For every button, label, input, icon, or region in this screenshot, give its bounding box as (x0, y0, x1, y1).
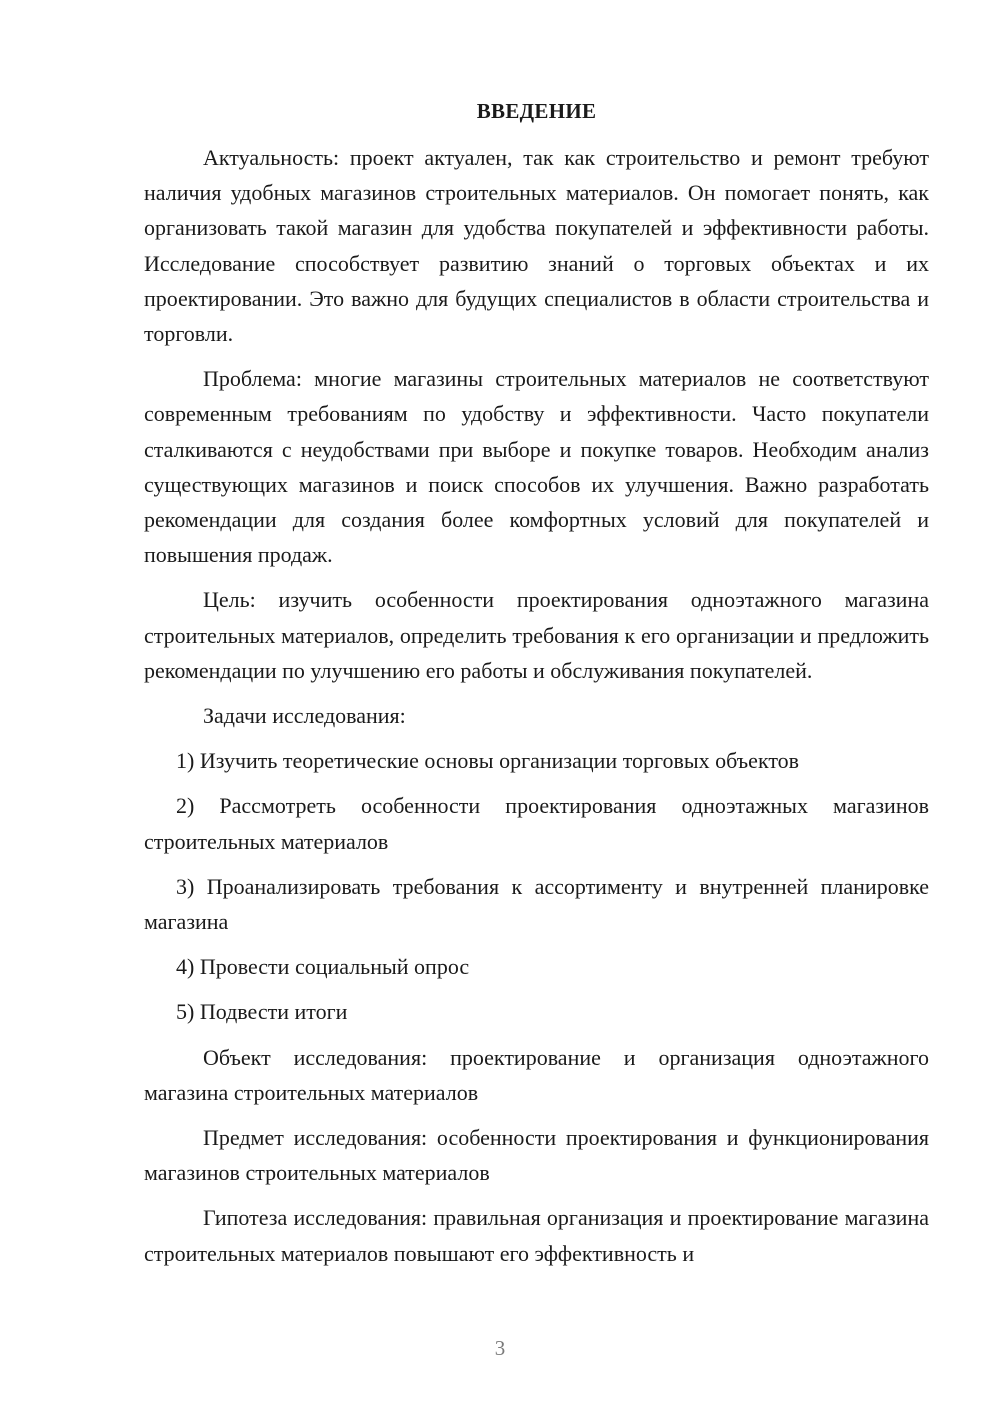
task-item-4: 4) Провести социальный опрос (176, 954, 470, 980)
paragraph-tasks-heading: Задачи исследования: (203, 703, 406, 729)
task-item-1: 1) Изучить теоретические основы организации торговых объектов (176, 748, 800, 774)
paragraph-relevance: Актуальность: проект актуален, так как строительство и ремонт требуют наличия удобных магазинов строительных материалов. Он помогает понять, как организовать такой магазин для удобства покупателей и эффективности работы. Исследование способствует развитию знаний о торговых объектах и их проектировании. Это важно для будущих специалистов в области строительства и торговли. (144, 145, 929, 347)
paragraph-subject: Предмет исследования: особенности проектирования и функционирования магазинов строительных материалов (144, 1125, 929, 1186)
document-body (144, 96, 929, 1281)
page-number: 3 (494, 1336, 506, 1360)
task-item-5: 5) Подвести итоги (176, 999, 348, 1025)
paragraph-hypothesis: Гипотеза исследования: правильная организация и проектирование магазина строительных материалов повышают его эффективность и (144, 1205, 929, 1266)
paragraph-object: Объект исследования: проектирование и организация одноэтажного магазина строительных материалов (144, 1044, 929, 1105)
task-item-2: 2) Рассмотреть особенности проектирования одноэтажных магазинов строительных материалов (144, 793, 929, 854)
paragraph-problem: Проблема: многие магазины строительных материалов не соответствуют современным требованиям по удобству и эффективности. Часто покупатели сталкиваются с неудобствами при выборе и покупке товаров. Необходим анализ существующих магазинов и поиск способов их улучшения. Важно разработать рекомендации для создания более комфортных условий для покупателей и повышения продаж. (144, 366, 929, 568)
task-item-3: 3) Проанализировать требования к ассортименту и внутренней планировке магазина (144, 873, 929, 935)
section-title: ВВЕДЕНИЕ (476, 99, 597, 123)
paragraph-goal: Цель: изучить особенности проектирования одноэтажного магазина строительных материалов, определить требования к его организации и предложить рекомендации по улучшению его работы и обслуживания покупателей. (144, 587, 929, 683)
